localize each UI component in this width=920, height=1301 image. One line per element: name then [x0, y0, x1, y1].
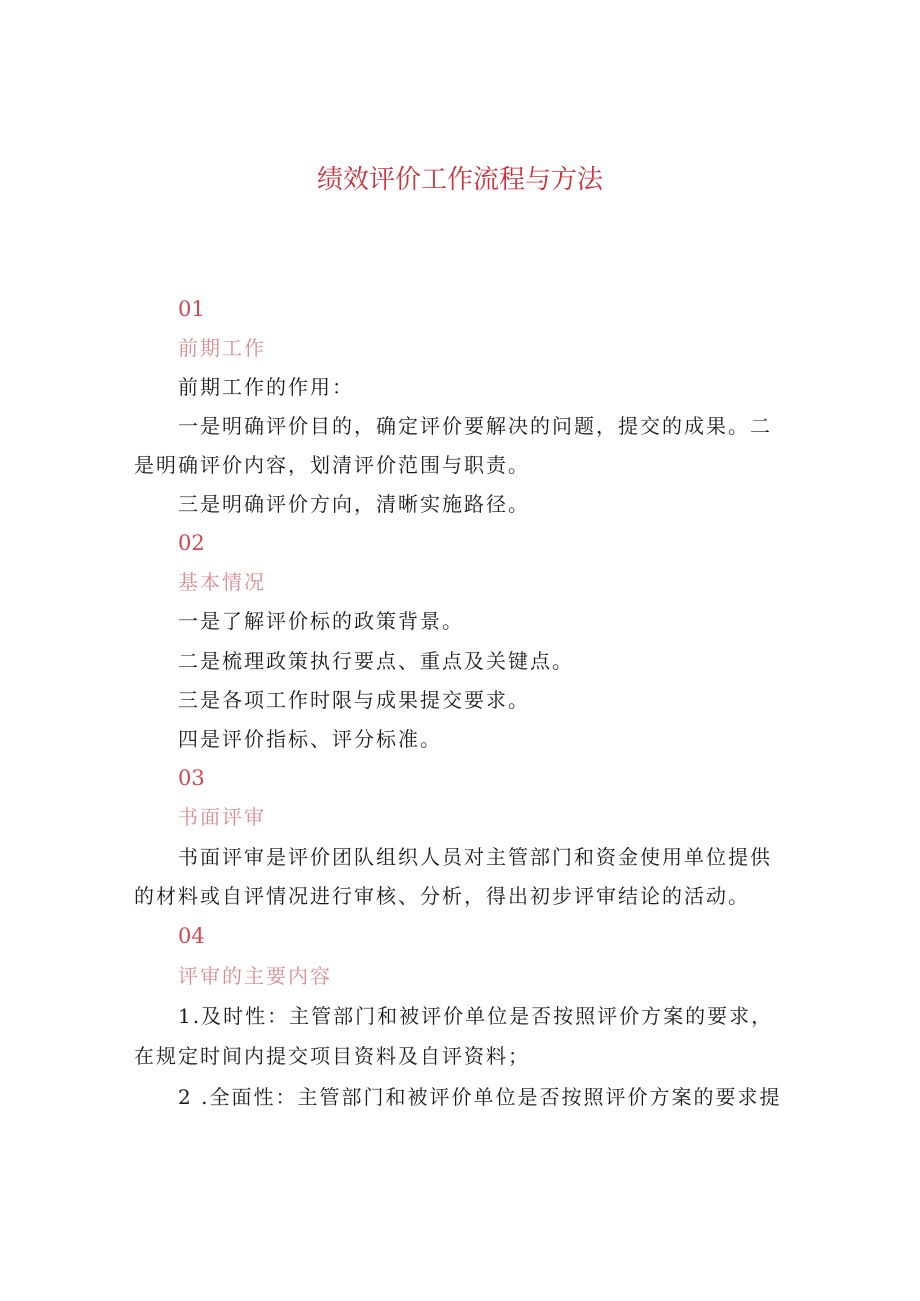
section-heading: 前期工作: [178, 336, 266, 360]
paragraph-line: 前期工作的作用：: [178, 375, 354, 399]
paragraph-line: 一是明确评价目的，确定评价要解决的问题，提交的成果。二: [178, 414, 772, 438]
paragraph-line: 三是各项工作时限与成果提交要求。: [178, 688, 530, 712]
paragraph-line: 1.及时性：主管部门和被评价单位是否按照评价方案的要求，: [178, 1004, 774, 1028]
document-title: 绩效评价工作流程与方法: [316, 165, 603, 195]
paragraph-line: 四是评价指标、评分标准。: [178, 727, 442, 751]
paragraph-line: 的材料或自评情况进行审核、分析，得出初步评审结论的活动。: [134, 884, 750, 908]
section-number: 03: [178, 766, 205, 790]
section-number: 02: [178, 531, 205, 555]
section-heading: 基本情况: [178, 570, 266, 594]
paragraph-line: 是明确评价内容，划清评价范围与职责。: [134, 453, 530, 477]
section-number: 01: [178, 297, 205, 321]
paragraph-line: 三是明确评价方向，清晰实施路径。: [178, 492, 530, 516]
paragraph-line: 一是了解评价标的政策背景。: [178, 609, 464, 633]
paragraph-line: 书面评审是评价团队组织人员对主管部门和资金使用单位提供: [178, 845, 772, 869]
section-heading: 书面评审: [178, 805, 266, 829]
paragraph-line: 在规定时间内提交项目资料及自评资料；: [134, 1044, 530, 1068]
section-heading: 评审的主要内容: [178, 964, 332, 988]
paragraph-line: 二是梳理政策执行要点、重点及关键点。: [178, 649, 574, 673]
section-number: 04: [178, 924, 205, 948]
paragraph-line: 2 .全面性：主管部门和被评价单位是否按照评价方案的要求提: [178, 1085, 782, 1109]
